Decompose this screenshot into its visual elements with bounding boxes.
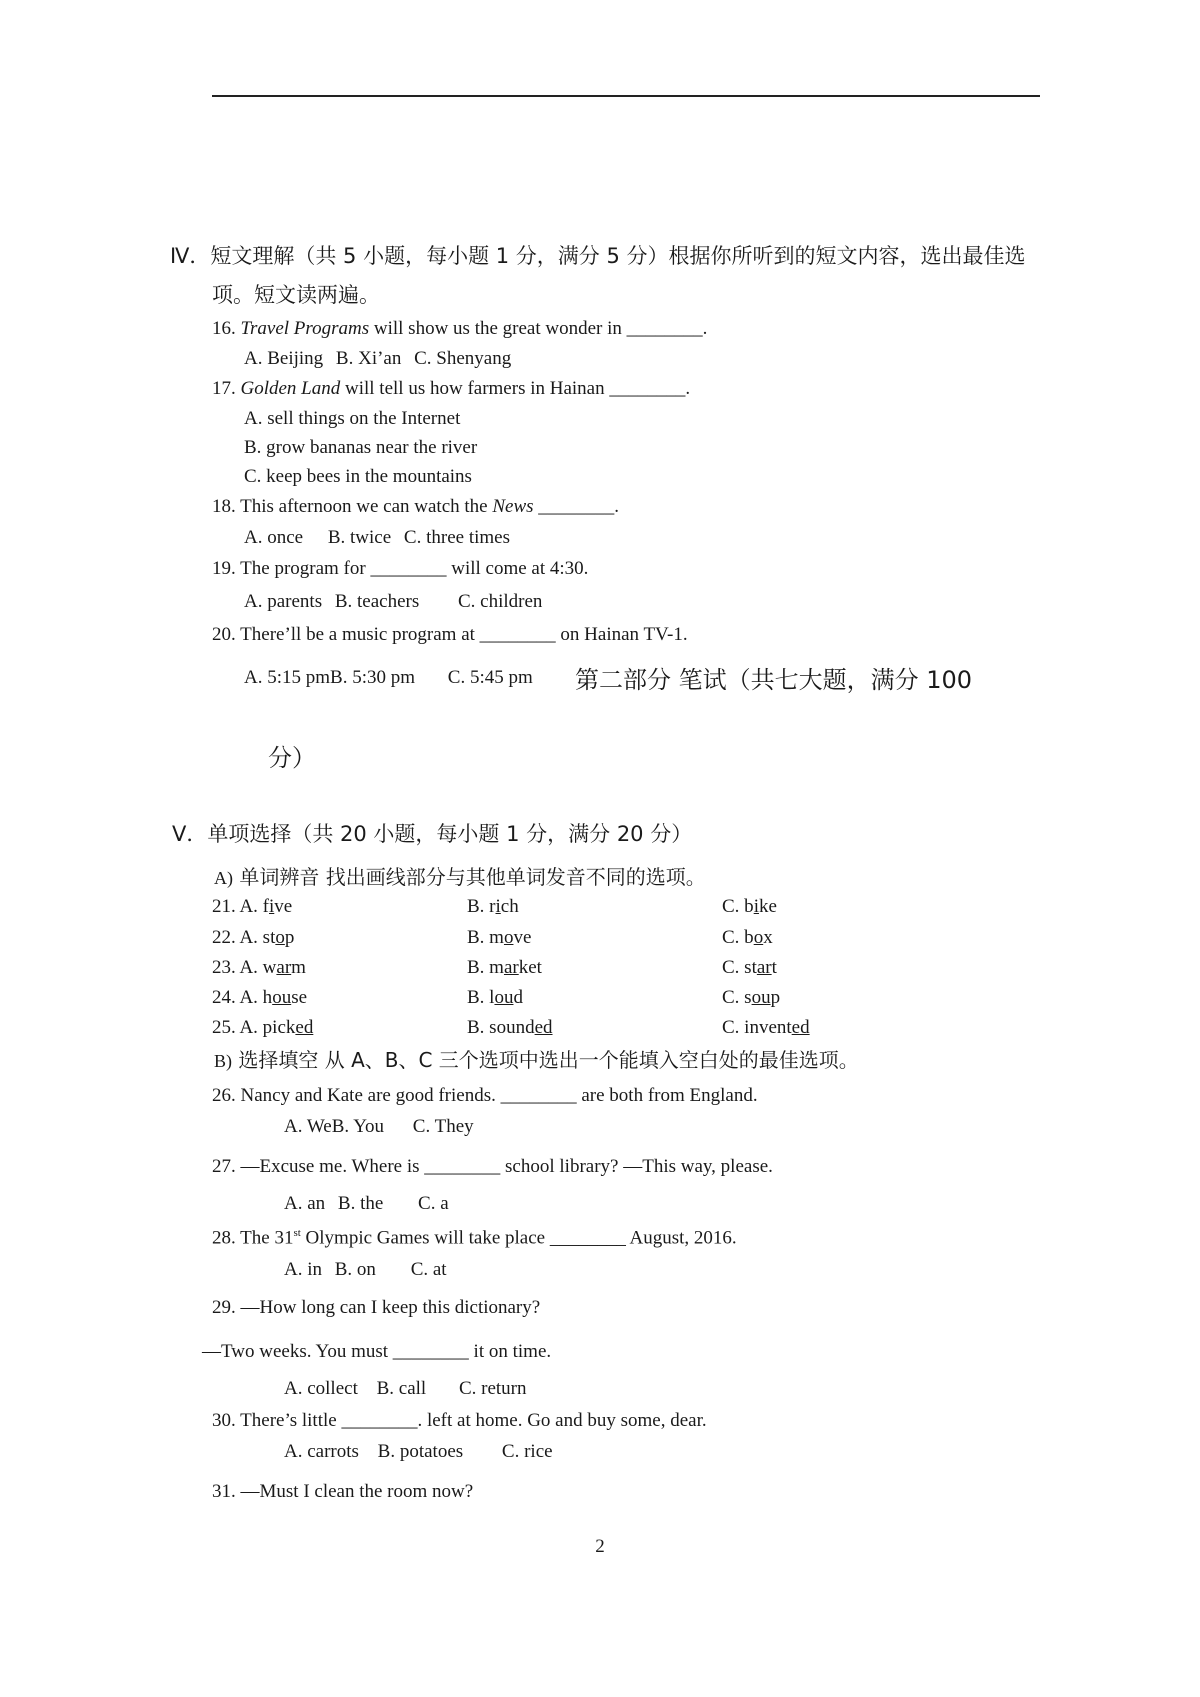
underlined-letters: o — [275, 927, 285, 948]
question-text: will tell us how farmers in Hainan ________. — [340, 378, 691, 399]
word-part: 21. A. f — [212, 896, 269, 917]
phonics-option-a — [212, 896, 292, 918]
word-part: ve — [513, 927, 532, 948]
option-c: C. 5:45 pm — [447, 667, 533, 688]
underlined-letters: ou — [494, 987, 514, 1008]
underlined-letters: ed — [791, 1017, 810, 1038]
word-part: C. s — [722, 987, 752, 1008]
question-28 — [212, 1227, 737, 1249]
underlined-letters: i — [269, 896, 275, 917]
section-4-heading-cont: 项。短文读两遍。 — [212, 283, 380, 307]
question-text: will show us the great wonder in ________. — [369, 318, 708, 339]
word-part: B. r — [467, 896, 496, 917]
underlined-letters: ar — [276, 957, 292, 978]
q16-options — [244, 348, 511, 370]
underlined-letters: o — [753, 927, 764, 948]
word-part: x — [763, 927, 773, 948]
option-a: A. 5:15 pm — [244, 667, 331, 688]
part-b-label: B) — [214, 1051, 232, 1071]
option-c: C. rice — [501, 1441, 553, 1462]
q30-options — [284, 1441, 553, 1463]
question-29-reply: —Two weeks. You must ________ it on time. — [202, 1341, 552, 1362]
question-29: 29. —How long can I keep this dictionary? — [212, 1297, 541, 1318]
word-part: ket — [518, 957, 542, 978]
word-part: B. sound — [467, 1017, 535, 1038]
underlined-letters: i — [495, 896, 501, 917]
option-b: B. twice — [327, 527, 392, 548]
ordinal-suffix: st — [293, 1227, 301, 1239]
question-text-rest: Olympic Games will take place ________ August, 2016. — [300, 1227, 737, 1249]
underlined-letters: i — [753, 896, 759, 917]
word-part: C. invent — [722, 1017, 792, 1038]
word-part: ke — [758, 896, 777, 917]
q29-options — [284, 1378, 527, 1400]
phonics-option-c — [722, 927, 773, 949]
underlined-letters: ar — [756, 957, 772, 978]
word-part: C. st — [722, 957, 757, 978]
q28-options — [284, 1259, 447, 1281]
part-b-heading — [214, 1044, 859, 1073]
word-part: B. m — [467, 927, 504, 948]
word-part: ch — [500, 896, 519, 917]
option-b: B. potatoes — [377, 1441, 464, 1462]
part-a-label: A) — [214, 868, 233, 888]
option-c: C. return — [458, 1378, 527, 1399]
word-part: C. b — [722, 896, 754, 917]
question-20: 20. There’ll be a music program at ________ on Hainan TV-1. — [212, 624, 688, 645]
program-title: Travel Programs — [240, 318, 370, 339]
phonics-option-b — [467, 1017, 553, 1039]
word-part: se — [291, 987, 308, 1008]
word-part: 23. A. w — [212, 957, 277, 978]
option-a: A. We — [284, 1116, 332, 1137]
phonics-option-b — [467, 927, 531, 949]
word-part: p — [770, 987, 781, 1008]
question-number: 16. — [212, 318, 236, 339]
phonics-option-c — [722, 1017, 810, 1039]
q27-options — [284, 1193, 449, 1215]
phonics-option-c — [722, 987, 780, 1009]
question-number: 17. — [212, 378, 236, 399]
section-5-heading: Ⅴ．单项选择（共 20 小题，每小题 1 分，满分 20 分） — [172, 822, 693, 846]
question-blank: ________. — [533, 496, 620, 517]
option-c: C. at — [410, 1259, 447, 1280]
part-b-instructions: 选择填空 从 A、B、C 三个选项中选出一个能填入空白处的最佳选项。 — [238, 1048, 859, 1072]
question-30: 30. There’s little ________. left at home. Go and buy some, dear. — [212, 1410, 707, 1431]
phonics-option-b — [467, 987, 523, 1009]
word-part: B. m — [467, 957, 504, 978]
option-a: A. Beijing — [244, 348, 324, 369]
q26-options — [284, 1116, 474, 1138]
option-a: A. collect — [284, 1378, 358, 1399]
word-part: ve — [274, 896, 293, 917]
question-26: 26. Nancy and Kate are good friends. ________ are both from England. — [212, 1085, 758, 1106]
question-19: 19. The program for ________ will come at 4:30. — [212, 558, 589, 579]
phonics-option-c — [722, 957, 777, 979]
part-2-heading: 第二部分 笔试（共七大题，满分 100 — [575, 666, 973, 694]
option-b: B. Xi’an — [335, 348, 402, 369]
word-part: C. b — [722, 927, 754, 948]
underlined-letters: ed — [534, 1017, 553, 1038]
phonics-option-c — [722, 896, 777, 918]
option-b: B. call — [376, 1378, 427, 1399]
word-part: B. l — [467, 987, 495, 1008]
question-17 — [212, 378, 690, 400]
underlined-letters: ed — [295, 1017, 314, 1038]
underlined-letters: ar — [503, 957, 519, 978]
option-c: C. children — [458, 591, 543, 612]
option-a: A. carrots — [284, 1441, 359, 1462]
option-a: A. parents — [244, 591, 323, 612]
underlined-letters: ou — [272, 987, 292, 1008]
phonics-option-a — [212, 957, 306, 979]
part-a-instructions: 单词辨音 找出画线部分与其他单词发音不同的选项。 — [239, 865, 706, 889]
question-27: 27. —Excuse me. Where is ________ school library? —This way, please. — [212, 1156, 773, 1177]
program-title: News — [492, 496, 534, 517]
option-b: B. 5:30 pm — [330, 667, 416, 688]
question-text: 18. This afternoon we can watch the — [212, 496, 493, 517]
phonics-option-a — [212, 927, 294, 949]
option-c: C. a — [418, 1193, 449, 1214]
option-a: A. in — [284, 1259, 322, 1280]
word-part: m — [291, 957, 306, 978]
page-number: 2 — [595, 1536, 605, 1557]
word-part: 22. A. st — [212, 927, 276, 948]
option-b: B. the — [337, 1193, 384, 1214]
part-a-heading — [214, 861, 706, 890]
underlined-letters: ou — [751, 987, 771, 1008]
question-31: 31. —Must I clean the room now? — [212, 1481, 474, 1502]
word-part: t — [771, 957, 777, 978]
part-2-heading-cont: 分） — [268, 744, 316, 772]
option-b: B. You — [331, 1116, 385, 1137]
option-a: A. an — [284, 1193, 326, 1214]
program-title: Golden Land — [240, 378, 341, 399]
question-16 — [212, 318, 707, 340]
q18-options — [244, 527, 510, 549]
word-part: p — [284, 927, 295, 948]
word-part: 24. A. h — [212, 987, 273, 1008]
word-part: 25. A. pick — [212, 1017, 296, 1038]
q17-option-b: B. grow bananas near the river — [244, 437, 478, 458]
option-b: B. on — [334, 1259, 376, 1280]
q20-options — [244, 667, 533, 689]
phonics-option-b — [467, 896, 519, 918]
question-18 — [212, 496, 619, 518]
option-a: A. once — [244, 527, 304, 548]
option-c: C. They — [412, 1116, 474, 1137]
word-part: d — [513, 987, 523, 1008]
q17-option-a: A. sell things on the Internet — [244, 408, 461, 429]
phonics-option-b — [467, 957, 542, 979]
q17-option-c: C. keep bees in the mountains — [244, 466, 472, 487]
header-rule — [212, 95, 1040, 97]
option-c: C. three times — [403, 527, 510, 548]
option-c: C. Shenyang — [414, 348, 512, 369]
phonics-option-a — [212, 1017, 313, 1039]
underlined-letters: o — [503, 927, 514, 948]
phonics-option-a — [212, 987, 307, 1009]
option-b: B. teachers — [334, 591, 420, 612]
question-text: 28. The 31 — [212, 1227, 294, 1249]
q19-options — [244, 591, 542, 613]
section-4-heading: Ⅳ．短文理解（共 5 小题，每小题 1 分，满分 5 分）根据你所听到的短文内容，选出最佳选 — [170, 244, 1026, 268]
